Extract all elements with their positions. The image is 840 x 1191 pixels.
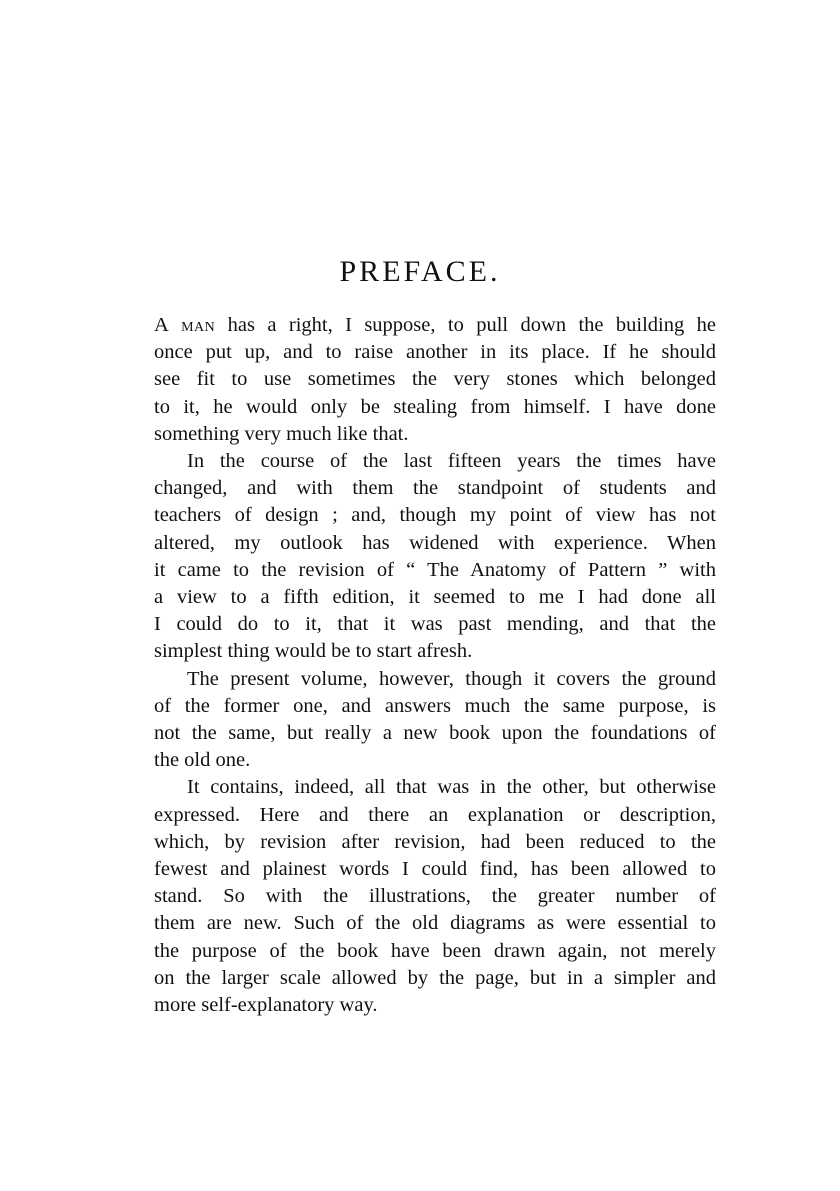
- text-line: teachers of design ; and, though my point of view has not: [154, 504, 716, 527]
- line-text: has a right, I suppose, to pull down the building he: [215, 314, 716, 336]
- text-line: The present volume, however, though it covers the ground: [187, 667, 716, 690]
- text-line: to it, he would only be stealing from himself. I have done: [154, 395, 716, 418]
- text-line: which, by revision after revision, had been reduced to the: [154, 830, 716, 853]
- text-line: altered, my outlook has widened with experience. When: [154, 531, 716, 554]
- text-line: something very much like that.: [154, 422, 409, 445]
- text-line: [154, 312, 716, 339]
- text-line: simplest thing would be to start afresh.: [154, 640, 473, 663]
- preface-body: [154, 312, 716, 1019]
- text-line: more self-explanatory way.: [154, 994, 378, 1017]
- text-line: I could do to it, that it was past mending, and that the: [154, 613, 716, 636]
- text-line: stand. So with the illustrations, the greater number of: [154, 885, 716, 908]
- paragraph-1: [154, 312, 716, 448]
- paragraph-3: [154, 666, 716, 775]
- text-line: changed, and with them the standpoint of students and: [154, 477, 716, 500]
- text-line: see fit to use sometimes the very stones which belonged: [154, 368, 716, 391]
- text-line: on the larger scale allowed by the page, but in a simpler and: [154, 966, 716, 989]
- text-line: not the same, but really a new book upon the foundations of: [154, 722, 716, 745]
- paragraph-2: [154, 448, 716, 666]
- text-line: them are new. Such of the old diagrams as were essential to: [154, 912, 716, 935]
- text-line: a view to a fifth edition, it seemed to me I had done all: [154, 586, 716, 609]
- text-line: expressed. Here and there an explanation or description,: [154, 803, 716, 826]
- text-line: of the former one, and answers much the same purpose, is: [154, 694, 716, 717]
- text-line: the old one.: [154, 749, 251, 772]
- page-title: PREFACE.: [339, 255, 501, 288]
- paragraph-4: [154, 774, 716, 1019]
- text-line: the purpose of the book have been drawn again, not merely: [154, 939, 716, 962]
- lead-smallcaps: A man: [154, 314, 216, 336]
- text-line: it came to the revision of “ The Anatomy of Pattern ” with: [154, 558, 716, 581]
- text-line: fewest and plainest words I could find, has been allowed to: [154, 858, 716, 881]
- text-line: In the course of the last fifteen years the times have: [187, 450, 716, 473]
- text-line: It contains, indeed, all that was in the other, but otherwise: [187, 776, 716, 799]
- text-line: once put up, and to raise another in its place. If he should: [154, 341, 716, 364]
